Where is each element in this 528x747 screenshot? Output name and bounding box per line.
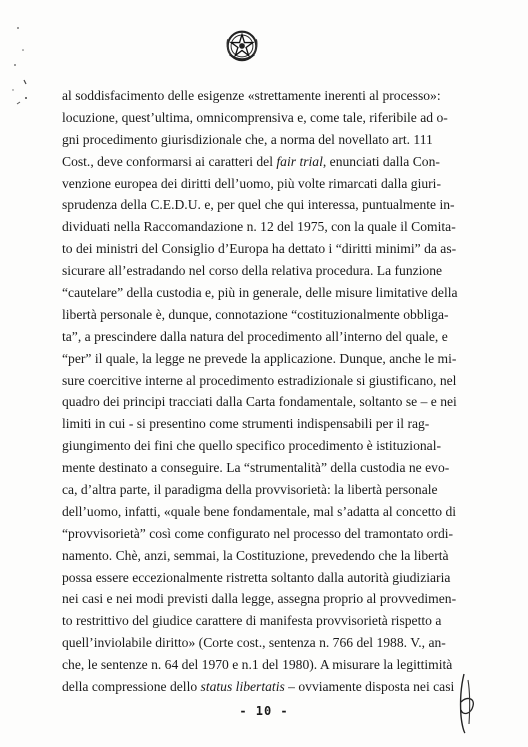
text-line: nei casi e nei modi previsti dalla legge, assegna proprio al provvedimen-: [62, 591, 457, 607]
text-line: “provvisorietà” così come configurato nel processo del tramontato ordi-: [62, 525, 454, 541]
text-line: giungimento dei fini che quello specifico procedimento è istituzional-: [62, 438, 442, 454]
text-line: quadro dei principi tracciati dalla Carta fondamentale, soltanto se – e nei: [62, 394, 457, 410]
text-line: sicurare all’estradando nel corso della relativa procedura. La funzione: [62, 263, 443, 279]
text-line: to restrittivo del giudice carattere di manifesta provvisorietà rispetto a: [62, 613, 442, 629]
margin-scan-marks: [6, 20, 36, 110]
text-line: “cautelare” della custodia e, più in generale, delle misure limitative della: [62, 285, 458, 301]
text-line: “per” il quale, la legge ne prevede la applicazione. Dunque, anche le mi-: [62, 350, 457, 366]
text-line: namento. Chè, anzi, semmai, la Costituzione, prevedendo che la libertà: [62, 547, 449, 563]
text-line: che, le sentenze n. 64 del 1970 e n.1 del 1980). A misurare la legittimità: [62, 657, 453, 673]
text-line: al soddisfacimento delle esigenze «strettamente inerenti al processo»:: [62, 88, 441, 103]
page-number: - 10 -: [239, 704, 289, 718]
text-line: ca, d’altra parte, il paradigma della provvisorietà: la libertà personale: [62, 482, 438, 498]
text-line: dividuati nella Raccomandazione n. 12 del 1975, con la quale il Comita-: [62, 219, 456, 235]
text-line: venzione europea dei diritti dell’uomo, più volte rimarcati dalla giuri-: [62, 175, 441, 191]
text-line: ta”, a prescindere dalla natura del procedimento all’interno del quale, e: [62, 328, 448, 344]
italian-republic-emblem-icon: [223, 26, 261, 64]
text-line: quell’inviolabile diritto» (Corte cost., sentenza n. 766 del 1988. V., an-: [62, 635, 446, 651]
text-line: sprudenza della C.E.D.U. e, per quel che qui interessa, puntualmente in-: [62, 197, 455, 213]
text-line: mente destinato a conseguire. La “strumentalità” della custodia ne evo-: [62, 460, 450, 476]
text-line: to dei ministri del Consiglio d’Europa ha dettato i “diritti minimi” da as-: [62, 241, 457, 257]
document-body: [62, 85, 458, 698]
text-line: gni procedimento giurisdizionale che, a norma del novellato art. 111: [62, 131, 433, 147]
text-line: possa essere eccezionalmente ristretta soltanto dalla autorità giudiziaria: [62, 569, 451, 585]
handwritten-initial-icon: [455, 672, 479, 734]
text-line: Cost., deve conformarsi ai caratteri del fair trial, enunciati dalla Con-: [62, 153, 440, 169]
text-line: locuzione, quest’ultima, omnicomprensiva e, come tale, riferibile ad o-: [62, 109, 448, 125]
text-line: della compressione dello status libertatis – ovviamente disposta nei casi: [62, 679, 455, 695]
text-line: sure coercitive interne al procedimento estradizionale si giustificano, nel: [62, 372, 457, 388]
text-line: dell’uomo, infatti, «quale bene fondamentale, mal s’adatta al concetto di: [62, 503, 457, 519]
text-line: limiti in cui - si presentino come strumenti indispensabili per il rag-: [62, 416, 430, 432]
text-line: libertà personale è, dunque, connotazione “costituzionalmente obbliga-: [62, 306, 449, 322]
